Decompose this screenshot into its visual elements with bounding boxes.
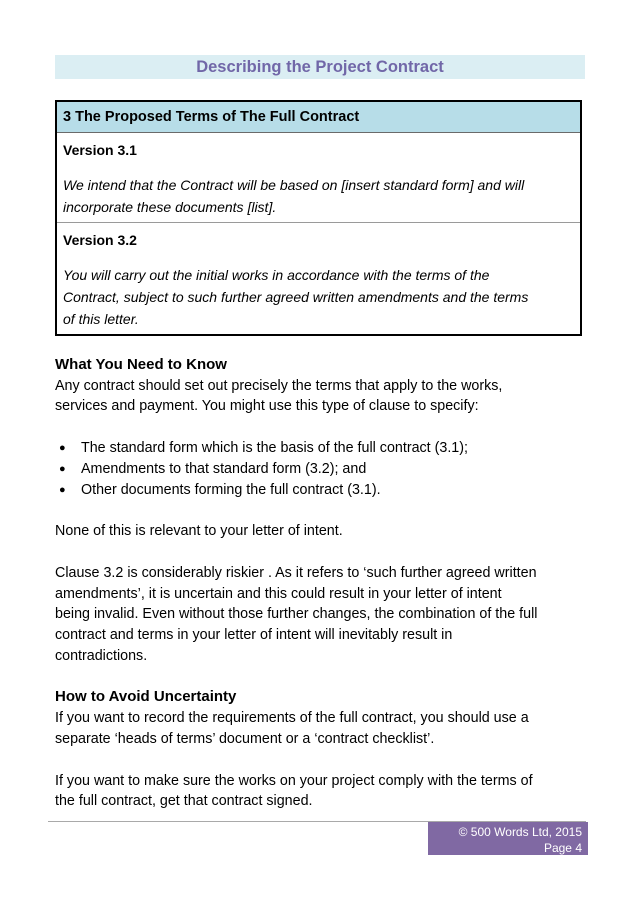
version-3-1-line-1: We intend that the Contract will be based on [insert standard form] and will — [63, 177, 525, 193]
bullet-text: Other documents forming the full contract (3.1). — [81, 481, 381, 498]
clause-para-line-4: contract and terms in your letter of intent will inevitably result in — [55, 627, 453, 644]
version-3-1-label: Version 3.1 — [63, 142, 137, 158]
bullet-icon: ● — [59, 483, 66, 496]
version-3-2-line-1: You will carry out the initial works in accordance with the terms of the — [63, 267, 490, 283]
page-title: Describing the Project Contract — [196, 57, 444, 76]
page-title-bar — [55, 55, 585, 79]
list-item — [55, 480, 590, 501]
intro-line-2: services and payment. You might use this type of clause to specify: — [55, 398, 479, 415]
avoid-para2-line-1: If you want to make sure the works on your project comply with the terms of — [55, 772, 533, 789]
avoid-para1-line-2: separate ‘heads of terms’ document or a ‘contract checklist’. — [55, 730, 435, 747]
clause-para-line-3: being invalid. Even without those further changes, the combination of the full — [55, 606, 538, 623]
version-3-1-cell — [57, 133, 580, 222]
version-3-1-line-2: incorporate these documents [list]. — [63, 199, 277, 215]
how-to-avoid-uncertainty-heading: How to Avoid Uncertainty — [55, 688, 237, 706]
list-item — [55, 459, 590, 480]
avoid-para2-line-2: the full contract, get that contract signed. — [55, 793, 313, 810]
intro-line-1: Any contract should set out precisely the terms that apply to the works, — [55, 377, 503, 394]
bullet-text: The standard form which is the basis of the full contract (3.1); — [81, 440, 468, 457]
bullet-icon: ● — [59, 462, 66, 475]
version-3-2-cell — [57, 222, 580, 334]
version-3-2-label: Version 3.2 — [63, 232, 137, 248]
list-item — [55, 438, 590, 459]
bullet-text: Amendments to that standard form (3.2); and — [81, 460, 367, 477]
main-body — [55, 355, 590, 812]
note-text: None of this is relevant to your letter of intent. — [55, 523, 343, 540]
what-you-need-to-know-heading: What You Need to Know — [55, 356, 227, 373]
footer-page-number: Page 4 — [543, 841, 582, 855]
bullet-list — [55, 438, 590, 500]
footer-copyright: © 500 Words Ltd, 2015 — [458, 825, 582, 839]
footer-box — [428, 822, 588, 855]
bullet-icon: ● — [59, 442, 66, 455]
clause-para-line-2: amendments’, it is uncertain and this could result in your letter of intent — [55, 585, 502, 602]
terms-table — [55, 100, 582, 336]
clause-para-line-1: Clause 3.2 is considerably riskier . As it refers to ‘such further agreed written — [55, 564, 537, 581]
version-3-2-line-3: of this letter. — [63, 311, 139, 327]
avoid-para1-line-1: If you want to record the requirements of the full contract, you should use a — [55, 710, 529, 727]
terms-table-heading: 3 The Proposed Terms of The Full Contract — [57, 102, 580, 133]
version-3-2-line-2: Contract, subject to such further agreed written amendments and the terms — [63, 289, 529, 305]
clause-para-line-5: contradictions. — [55, 647, 148, 664]
